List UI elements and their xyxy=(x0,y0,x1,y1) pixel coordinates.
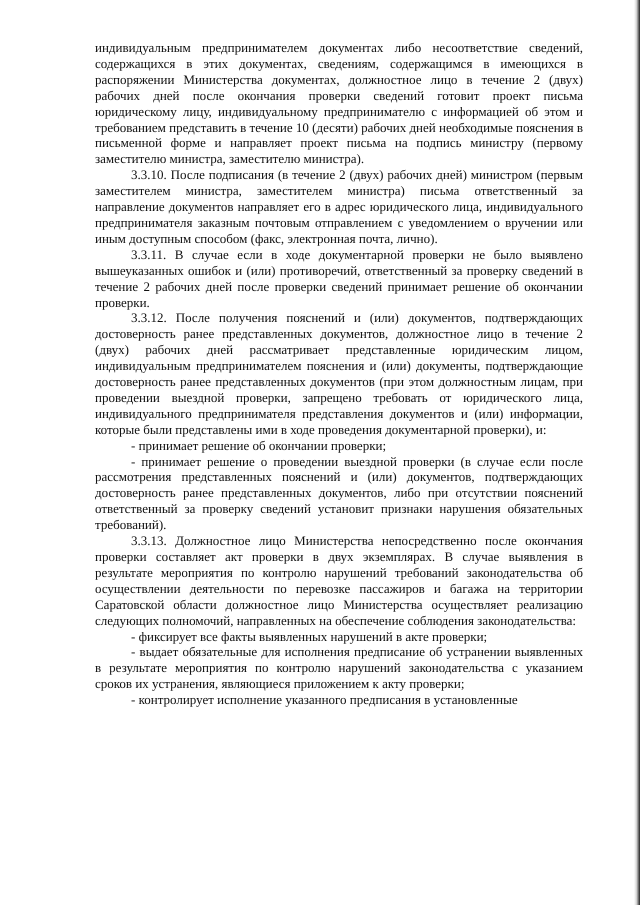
paragraph-continuation: индивидуальным предпринимателем документах либо несоответствие сведений, содержащихся в этих документах, сведениям, содержащимся в имеющихся в распоряжении Министерства документах, должностное лицо в течение 2 (двух) рабочих дней после окончания проверки сведений готовит проект письма юридическому лицу, индивидуальному предпринимателю с информацией об этом и требованием представить в течение 10 (десяти) рабочих дней необходимые пояснения в письменной форме и направляет проект письма на подпись министру (первому заместителю министра, заместителю министра). xyxy=(95,40,583,167)
list-item-issue-order: - выдает обязательные для исполнения предписание об устранении выявленных в результате мероприятия по контролю нарушений законодательства с указанием сроков их устранения, являющиеся приложением к акту проверки; xyxy=(95,644,583,692)
list-item-end-inspection: - принимает решение об окончании проверки; xyxy=(131,437,387,453)
list-item-monitor-order: - контролирует исполнение указанного предписания в установленные xyxy=(131,692,518,708)
scan-edge-shadow xyxy=(634,0,640,905)
list-item-field-inspection: - принимает решение о проведении выездной проверки (в случае если после рассмотрения представленных пояснений и (или) документов, подтверждающих достоверность ранее представленных документов, либо при отсутствии пояснений ответственный за проверку сведений установит признаки нарушения обязательных требований). xyxy=(95,453,583,533)
paragraph-3-3-11: 3.3.11. В случае если в ходе документарной проверки не было выявлено вышеуказанных ошибок и (или) противоречий, ответственный за проверку сведений в течение 2 рабочих дней после проверки сведений принимает решение об окончании проверки. xyxy=(95,246,583,310)
list-item-record-violations: - фиксирует все факты выявленных нарушений в акте проверки; xyxy=(131,628,488,644)
paragraph-3-3-12: 3.3.12. После получения пояснений и (или) документов, подтверждающих достоверность ранее представленных документов, должностное лицо в течение 2 (двух) рабочих дней рассматривает представленные юридическим лицом, индивидуальным предпринимателем пояснения и (или) документы, подтверждающие достоверность ранее представленных документов (при этом должностным лицам, при проведении выездной проверки, запрещено требовать от юридического лица, индивидуального предпринимателя представления документов и (или) информации, которые были представлены ими в ходе проведения документарной проверки), и: xyxy=(95,310,583,437)
document-page xyxy=(95,40,583,708)
paragraph-3-3-13: 3.3.13. Должностное лицо Министерства непосредственно после окончания проверки составляет акт проверки в двух экземплярах. В случае выявления в результате мероприятия по контролю нарушений требований законодательства об осуществлении деятельности по перевозке пассажиров и багажа на территории Саратовской области должностное лицо Министерства осуществляет реализацию следующих полномочий, направленных на обеспечение соблюдения законодательства: xyxy=(95,533,583,628)
paragraph-3-3-10: 3.3.10. После подписания (в течение 2 (двух) рабочих дней) министром (первым заместителем министра, заместителем министра) письма ответственный за направление документов направляет его в адрес юридического лица, индивидуального предпринимателя заказным почтовым отправлением с уведомлением о вручении или иным доступным способом (факс, электронная почта, лично). xyxy=(95,167,583,246)
